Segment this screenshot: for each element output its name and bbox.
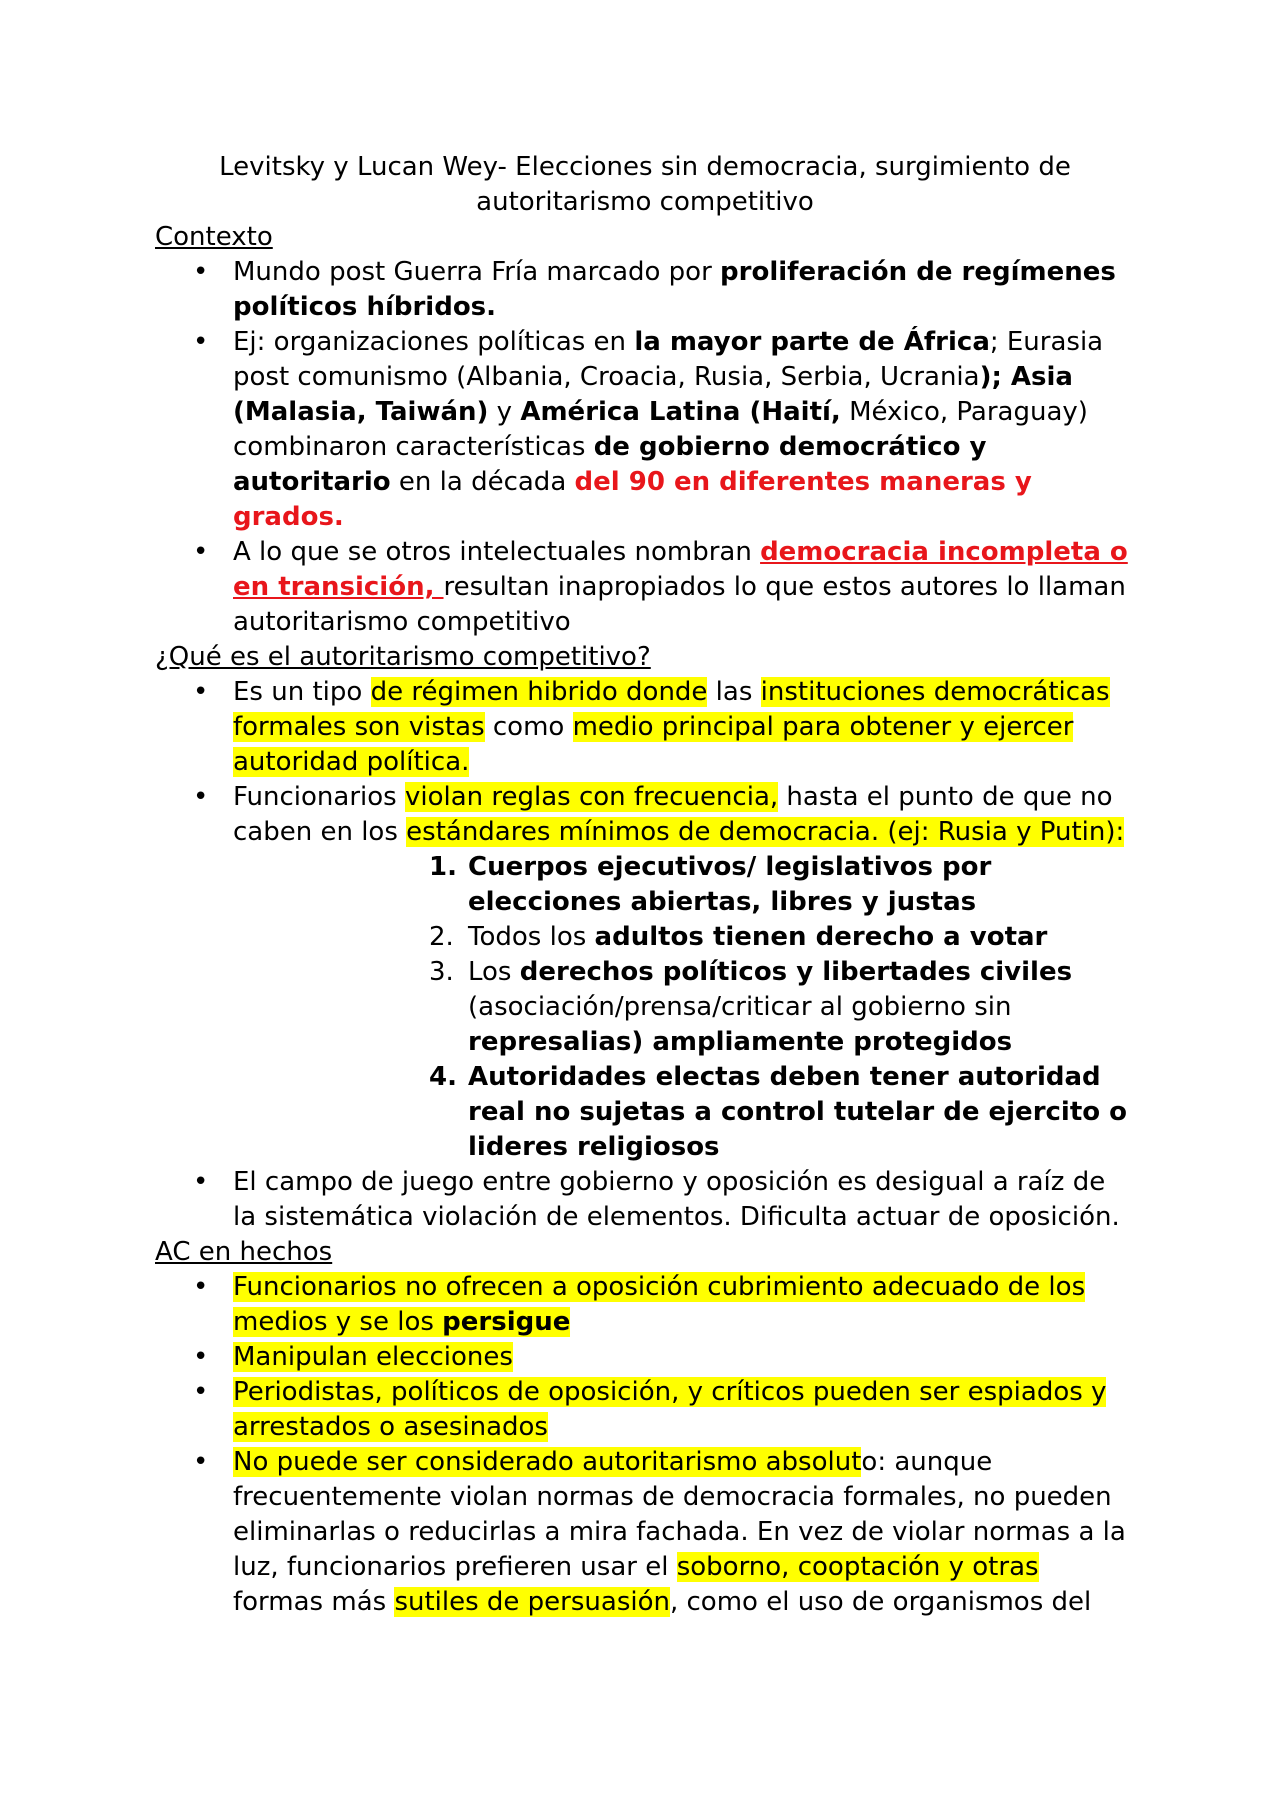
item-number: 2.	[429, 922, 454, 952]
text-run: formas más	[233, 1587, 395, 1617]
text-run: (asociación/prensa/criticar al gobierno sin	[468, 992, 1012, 1022]
text-run: Mundo post Guerra Fría marcado por	[233, 257, 721, 287]
item-number: 3.	[429, 957, 454, 987]
text-run: las	[707, 677, 761, 707]
list-item	[155, 325, 1135, 535]
item-number: 1.	[429, 852, 457, 882]
text-run: Todos los	[468, 922, 595, 952]
text-run: , como el uso de organismos del	[669, 1587, 1092, 1617]
document-body	[155, 150, 1135, 1620]
highlighted-text: medio principal para obtener y ejercer autoridad política.	[233, 712, 1074, 777]
numbered-item	[429, 850, 1135, 920]
highlighted-text: instituciones democráticas formales son vistas	[233, 677, 1110, 742]
highlighted-text: Manipulan elecciones	[233, 1342, 513, 1372]
section-heading-que-es: ¿Qué es el autoritarismo competitivo?	[155, 642, 651, 672]
bold-text: la mayor parte de África	[634, 327, 990, 357]
text-run: en la década	[390, 467, 575, 497]
highlighted-text: Periodistas, políticos de oposición, y críticos pueden ser espiados y arrestados o asesinados	[233, 1377, 1107, 1442]
list-item	[155, 1340, 1135, 1375]
text-run: resultan inapropiados lo que estos autores lo llaman autoritarismo competitivo	[233, 572, 1126, 637]
highlighted-text: Funcionarios no ofrecen a oposición cubrimiento adecuado de los medios y se los	[233, 1272, 1086, 1337]
bold-text: derechos políticos y libertades civiles	[519, 957, 1073, 987]
red-bold-text: del 90 en diferentes maneras y grados.	[233, 467, 1032, 532]
bold-text: América Latina (Haití,	[520, 397, 841, 427]
que-es-list	[155, 675, 1135, 1235]
bold-text: Autoridades electas deben tener autoridad real no sujetas a control tutelar de ejercito o lideres religiosos	[468, 1062, 1128, 1162]
text-run: Funcionarios	[233, 782, 405, 812]
section-heading-ac-en-hechos: AC en hechos	[155, 1237, 333, 1267]
bold-text: adultos tienen derecho a votar	[594, 922, 1048, 952]
highlighted-text: de régimen hibrido donde	[370, 677, 708, 707]
section-heading-contexto: Contexto	[155, 222, 273, 252]
red-underlined-text: democracia incompleta o en transición,	[233, 537, 1128, 602]
highlighted-text: No puede ser considerado autoritarismo absolut	[233, 1447, 862, 1477]
numbered-item	[429, 955, 1135, 1060]
list-item	[155, 675, 1135, 780]
numbered-item	[429, 920, 1135, 955]
list-item	[155, 1270, 1135, 1340]
numbered-item	[429, 1060, 1135, 1165]
ac-hechos-list	[155, 1270, 1135, 1620]
highlighted-bold-text: persigue	[442, 1307, 571, 1337]
list-item	[155, 255, 1135, 325]
item-number: 4.	[429, 1062, 457, 1092]
text-run: A lo que se otros intelectuales nombran	[233, 537, 761, 567]
text-run: Ej: organizaciones políticas en	[233, 327, 635, 357]
bold-text: proliferación de regímenes políticos híbridos.	[233, 257, 1116, 322]
text-run: ; Eurasia post comunismo (Albania, Croacia, Rusia, Serbia, Ucrania	[233, 327, 1104, 392]
text-run: Es un tipo	[233, 677, 371, 707]
democracy-criteria-list	[233, 850, 1135, 1165]
text-run: hasta el punto de que no caben en los	[233, 782, 1113, 847]
bold-text: represalias) ampliamente protegidos	[468, 1027, 1013, 1057]
highlighted-text: estándares mínimos de democracia. (ej: Rusia y Putin):	[406, 817, 1125, 847]
highlighted-text: sutiles de persuasión	[394, 1587, 670, 1617]
bold-text: ); Asia (Malasia, Taiwán)	[233, 362, 1073, 427]
list-item	[155, 780, 1135, 1165]
list-item	[155, 535, 1135, 640]
text-run: México, Paraguay) combinaron características	[233, 397, 1088, 462]
text-run: El campo de juego entre gobierno y oposición es desigual a raíz de la sistemática violación de elementos. Dificulta actuar de oposición.	[233, 1167, 1120, 1232]
bold-text: de gobierno democrático y autoritario	[233, 432, 987, 497]
document-title: Levitsky y Lucan Wey- Elecciones sin democracia, surgimiento de autoritarismo competitivo	[219, 152, 1071, 217]
bold-text: Cuerpos ejecutivos/ legislativos por elecciones abiertas, libres y justas	[468, 852, 992, 917]
contexto-list	[155, 255, 1135, 640]
list-item	[155, 1375, 1135, 1445]
list-item	[155, 1165, 1135, 1235]
text-run: Los	[468, 957, 520, 987]
highlighted-text: violan reglas con frecuencia,	[404, 782, 779, 812]
list-item	[155, 1445, 1135, 1620]
text-run: o: aunque frecuentemente violan normas de democracia formales, no pueden eliminarlas o reducirlas a mira fachada. En vez de violar normas a la luz, funcionarios prefieren usar el	[233, 1447, 1126, 1582]
text-run: y	[488, 397, 521, 427]
highlighted-text: soborno, cooptación y otras	[676, 1552, 1039, 1582]
text-run: como	[484, 712, 573, 742]
